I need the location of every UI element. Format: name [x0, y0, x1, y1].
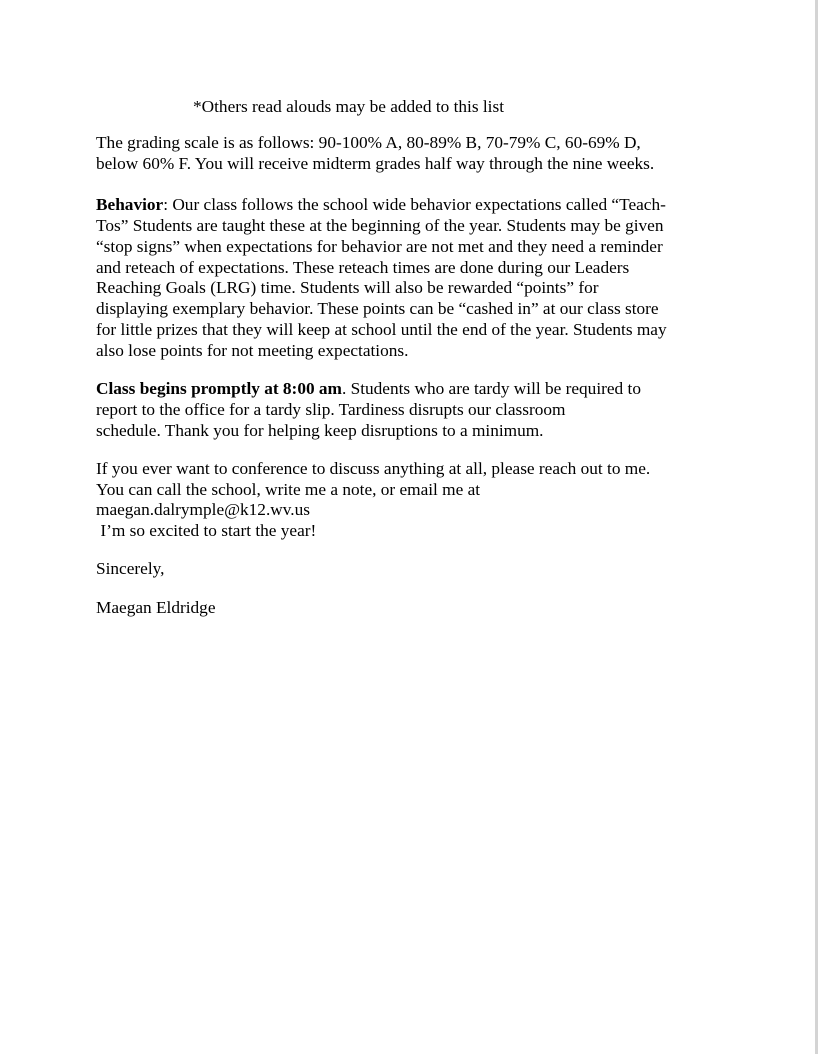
email-address[interactable]: maegan.dalrymple@k12.wv.us — [96, 500, 310, 519]
grading-line-1: The grading scale is as follows: 90-100% A, 80-89% B, 70-79% C, 60-69% D, — [96, 133, 641, 152]
behavior-heading: Behavior — [96, 195, 164, 214]
behavior-line-4: and reteach of expectations. These reteach times are done during our Leaders — [96, 258, 630, 277]
class-start-line-1 — [96, 379, 641, 400]
class-start-line-1-text: . Students who are tardy will be required to — [341, 379, 641, 398]
behavior-line-2: Tos” Students are taught these at the beginning of the year. Students may be given — [96, 216, 664, 235]
behavior-line-5: Reaching Goals (LRG) time. Students will also be rewarded “points” for — [96, 278, 599, 297]
behavior-line-1 — [96, 195, 666, 216]
conference-line-4: I’m so excited to start the year! — [96, 521, 317, 540]
behavior-line-1-text: : Our class follows the school wide behavior expectations called “Teach- — [163, 195, 666, 214]
behavior-line-3: “stop signs” when expectations for behavior are not met and they need a reminder — [96, 237, 663, 256]
class-start-heading: Class begins promptly at 8:00 am — [96, 379, 342, 398]
conference-line-1: If you ever want to conference to discuss anything at all, please reach out to me. — [96, 459, 651, 478]
behavior-line-8: also lose points for not meeting expectations. — [96, 341, 409, 360]
conference-line-2: You can call the school, write me a note, or email me at — [96, 480, 481, 499]
class-start-line-3: schedule. Thank you for helping keep disruptions to a minimum. — [96, 421, 544, 440]
signature: Maegan Eldridge — [96, 598, 216, 617]
behavior-line-7: for little prizes that they will keep at school until the end of the year. Students may — [96, 320, 667, 339]
others-note: *Others read alouds may be added to this list — [193, 97, 504, 116]
grading-line-2: below 60% F. You will receive midterm grades half way through the nine weeks. — [96, 154, 655, 173]
closing: Sincerely, — [96, 559, 165, 578]
behavior-line-6: displaying exemplary behavior. These points can be “cashed in” at our class store — [96, 299, 659, 318]
class-start-line-2: report to the office for a tardy slip. Tardiness disrupts our classroom — [96, 400, 566, 419]
